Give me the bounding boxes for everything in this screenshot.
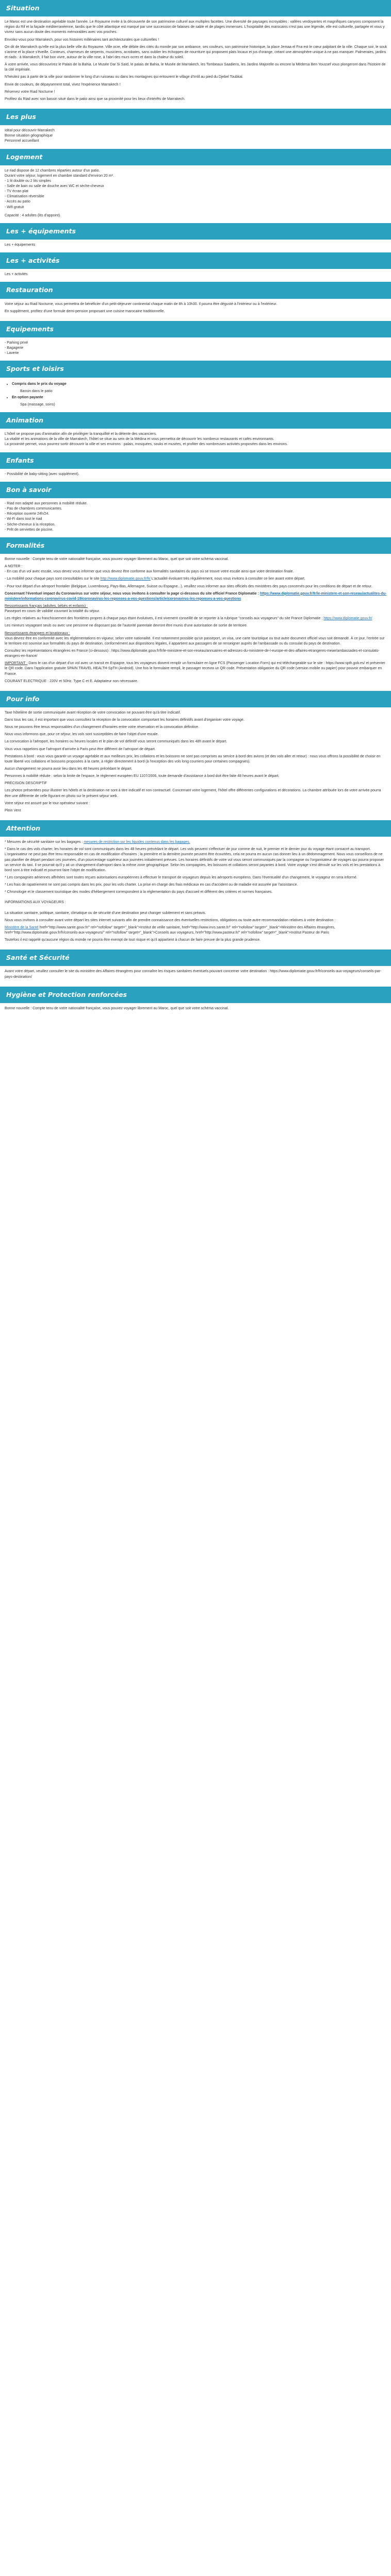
section-situation bbox=[0, 16, 391, 109]
label: IMPORTANT : bbox=[5, 662, 28, 666]
paragraph: Consultez les représentations étrangères en France (ci-dessous) : https://www.diplomatie.gouv.fr/fr/le-ministere-et-son-reseau/annuaires-et-adresses-du-ministere-de-l-europe-et-des-affaires-etrangeres-meae/ambassades-et-consulats-etrangers-en-france/ bbox=[5, 649, 380, 658]
list-item: Idéal pour découvrir Marrakech bbox=[5, 129, 55, 133]
section-enfants bbox=[0, 469, 391, 482]
section-header-bonasavoir: Bon à savoir bbox=[0, 482, 391, 498]
paragraph bbox=[5, 661, 388, 676]
text: - La mobilité pour chaque pays sont consultables sur le site bbox=[5, 577, 100, 581]
paragraph: Nous ne pouvons être tenus responsables d'un changement d'horaires entre votre réservation et la convocation définitive. bbox=[5, 725, 200, 730]
list-item: Bonne situation géographique bbox=[5, 134, 53, 138]
paragraph bbox=[5, 925, 388, 936]
list-item: - Salle de bain ou salle de douche avec WC et sèche-cheveux bbox=[5, 184, 104, 189]
text: * Mesures de sécurité sanitaire sur les bagages : bbox=[5, 840, 83, 844]
label: A NOTER : bbox=[5, 565, 23, 569]
list-item: • En option payante bbox=[12, 395, 388, 400]
diplomatie-link[interactable]: http://www.diplomatie.gouv.fr/fr/ bbox=[100, 577, 151, 581]
paragraph: Réservez votre Riad Nocturne ! bbox=[5, 90, 55, 94]
paragraph bbox=[5, 840, 388, 845]
list-item: - Parking privé bbox=[5, 341, 28, 345]
text: Dans le cas d'un départ d'un vol avec un transit en Espagne, tous les voyageurs doivent remplir un formulaire en ligne FCS (Passenger Location Form) qui est téléchargeable sur le site : https://www.spth.gob.es/ et présenter le QR code. Dans l'application gratuite SPAIN TRAVEL HEALTH-SpTH (Android). Une fois le formulaire rempli, le passager recevra un QR code. Présentation obligatoire du QR code (version mobile ou papier) pour pouvoir embarquer en France. bbox=[5, 662, 385, 676]
paragraph: La situation sanitaire, politique, sanitaire, climatique ou de sécurité d'une destination peut changer subitement et sans préavis. bbox=[5, 911, 206, 915]
subheading: Ressortissants français (adultes, bébés et enfants) : bbox=[5, 604, 88, 608]
paragraph bbox=[5, 616, 388, 621]
list-item: - Réception ouverte 24h/24. bbox=[5, 512, 50, 516]
subheading: INFORMATIONS AUX VOYAGEURS : bbox=[5, 901, 66, 905]
paragraph: PRÉCISION DESCRIPTIF bbox=[5, 782, 47, 786]
paragraph: Les photos présentées pour illustrer les hôtels et la destination ne sont à titre indicatif et non contractuel. Concernant votre logement, l'hôtel offre différentes configurations et décorations. La chambre attribuée lors de votre arrivée pourra être une différente de celle figurant en photo sur le présent séjour web. bbox=[5, 789, 381, 798]
paragraph: Vous vous rappelons que l'aéroport d'arrivée à Paris peut être différent de l'aéroport de départ. bbox=[5, 747, 156, 751]
paragraph: Envie de couleurs, de dépaysement total, vivez l'expérience Marrakech ! bbox=[5, 82, 121, 87]
section-sante bbox=[0, 966, 391, 986]
paragraph: Passeport en cours de validité couvrant la totalité du séjour. bbox=[5, 609, 100, 614]
list-item: - Wifi gratuit bbox=[5, 205, 24, 209]
paragraph: N'hésitez pas à partir de la ville pour randonner le long d'un ruisseau ou dans les montagnes qui entourent le village d'Imlil au pied du Djebel Toubkal. bbox=[5, 75, 243, 79]
section-header-plus: Les plus bbox=[0, 109, 391, 125]
list-item: - Pas de chambres communicantes. bbox=[5, 507, 62, 511]
list-item: - Bagagerie bbox=[5, 346, 24, 350]
diplomatie-home-link[interactable]: https://www.diplomatie.gouv.fr/ bbox=[323, 617, 372, 621]
list-item: - Accès au patio bbox=[5, 200, 30, 204]
paragraph bbox=[5, 591, 388, 602]
section-hygiene bbox=[0, 1003, 391, 1018]
list-item: Personnel accueillant bbox=[5, 139, 39, 143]
paragraph: En supplément, profitez d'une formule demi-pension proposant une cuisine marocaine traditionnelle. bbox=[5, 309, 165, 313]
list-item: Durant votre séjour, logement en chambre standard d'environ 20 m². bbox=[5, 174, 114, 178]
list-item: - Climatisation réversible bbox=[5, 195, 44, 199]
paragraph: - Pour tout départ d'un aéroport frontalier (Belgique, Luxembourg, Pays-Bas, Allemagne, Suisse ou Espagne...), veuillez vous informer aux sites officiels des ministères des pays concernés pour les conditions de départ et de retour. bbox=[5, 584, 372, 588]
list-item: - Riad non adapté aux personnes à mobilité réduite. bbox=[5, 502, 88, 505]
paragraph: L'hôtel se propose pas d'animation afin de privilégier la tranquillité et la détente des vacanciers. bbox=[5, 432, 157, 436]
paragraph: Plein Vent bbox=[5, 808, 21, 812]
paragraph: Le Maroc est une destination agréable toute l'année. Le Royaume invite à la découverte de son patrimoine culturel aux multiples facettes. Une diversité de paysages incroyables : vallées verdoyantes et magnifiques canyons composent la région du Rif et la façade méditerranéenne, tandis que le côté atlantique est marqué par une succession de falaises de sable et de plages immenses. L'hospitalité des marocains n'est pas une légende, elle est culturelle, partagée et vous y vivrez sans aucun doute des moments mémorables avec vos proches. bbox=[5, 20, 385, 35]
subheading: Ressortissants étrangers et binationaux : bbox=[5, 631, 70, 635]
section-pourinfo bbox=[0, 707, 391, 820]
paragraph: Nous vous invitons à consulter avant votre départ les sites internet suivants afin de prendre connaissance des éventuelles restrictions, obligations ou toute autre recommandation relatives à votre destination : bbox=[5, 918, 336, 922]
paragraph: * Les compagnies aériennes affrétées sont toutes reçues autorisations européennes à effectuer le transport de voyageurs depuis les aéroports européens. Dans l'éventualité d'un changement, le voyageur en sera informé. bbox=[5, 875, 357, 879]
section-sports bbox=[0, 378, 391, 413]
text: href="http://www.sante.gouv.fr/" rel="nofollow" target="_blank">Institut de veille sanitaire, href="http://www.invs.sante.fr/" rel="nofollow" target="_blank">Ministère des Affaires étrangères, href="http://www.diplomatie.gouv.fr/fr/conseils-aux-voyageurs/" rel="nofollow" target="_blank">Conseils aux voyageurs, href="http://www.pasteur.fr/" rel="nofollow" target="_blank">Institut Pasteur de Paris bbox=[5, 925, 335, 935]
covid-link[interactable]: https://www.diplomatie.gouv.fr/fr/le-ministere-et-son-reseau/actualites-du-ministere/informations-coronavirus-covid-19/coronavirus-les-reponses-a-vos-questions/article/coronavirus-les-reponses-a-vos-questions bbox=[5, 591, 387, 601]
section-header-enfants: Enfants bbox=[0, 452, 391, 469]
section-header-equipements: Equipements bbox=[0, 321, 391, 337]
paragraph: La proximité permet, vous pourrez sortir découvrir la ville et ses environs : palais, mosquées, souks et musées, et profiter des nombreuses activités proposées dans les environs. bbox=[5, 443, 288, 447]
paragraph: Bonne nouvelle : Compte tenu de votre nationalité française, vous pouvez voyager librement au Maroc, quel que soit votre schéma vaccinal. bbox=[5, 1006, 229, 1010]
paragraph: * Dans le cas des vols charter, les horaires de vol sont communiqués dans les 48 heures précédant le départ. Les vols peuvent s'effectuer de jour comme de nuit, le premier et le dernier jour du voyage étant consacré au transport. L'organisateur ne peut pas être tenu responsable en cas de modification d'horaires ; la première et la dernière journée peuvent être écourtées, cela ne pourra en aucun cas donner lieu à un dédommagement. Nous vous conseillons de ne pas planifier de départ pendant ces journées, d'un pourcentage supérieur aux journées initialement prévues. Les horaires définitifs de votre vol vous seront communiqués par la compagnie ou l'organisateur de voyages qui pourra proposer un service du taxi. Il se pourrait qu'il y ait un changement d'aéroport dans la même zone géographique. Selon les compagnies, les boissons et collations seront payantes à bord. Votre voyage s'est déroulé sur les vols et les prestations à bord sont à titre indicatif et pourront faire l'objet de modification. bbox=[5, 848, 384, 872]
section-equipements bbox=[0, 337, 391, 361]
paragraph: Bonne nouvelle : Compte tenu de votre nationalité française, vous pouvez voyager librement au Maroc, quel que soit votre schéma vaccinal. bbox=[5, 557, 229, 561]
list-item: Capacité : 4 adultes (lits d'appoint). bbox=[5, 213, 61, 217]
section-formalites bbox=[0, 554, 391, 691]
paragraph: Les mineurs voyageant seuls ou avec une personne ne disposant pas de l'autorité parentale devront être munis d'une autorisation de sortie de territoire. bbox=[5, 624, 248, 628]
liquides-link[interactable]: mesures de restriction sur les liquides contenus dans les bagages. bbox=[84, 840, 190, 844]
section-activites bbox=[0, 269, 391, 282]
section-header-restauration: Restauration bbox=[0, 282, 391, 298]
paragraph: * Les frais de rapatriement ne sont pas compris dans les prix, pour les vols charter. La prise en charge des frais médicaux en cas d'accident ou de maladie est assurée par l'assistance. bbox=[5, 883, 298, 887]
paragraph: Profitez du Riad avec son bassin situé dans le patio ainsi que sa proximité pour les lieux d'intérêts de Marrakech. bbox=[5, 97, 185, 101]
list-item: Spa (massage, soins) bbox=[20, 402, 55, 406]
paragraph: Nous vous informons que, pour ce séjour, les vols sont susceptibles de faire l'objet d'une escale. bbox=[5, 733, 159, 737]
section-equip bbox=[0, 240, 391, 252]
list-item: - 1 lit double ou 2 lits simples bbox=[5, 179, 51, 183]
list-item: - Sèche-cheveux à la réception. bbox=[5, 522, 56, 527]
section-header-pourinfo: Pour info bbox=[0, 691, 391, 707]
paragraph bbox=[5, 577, 388, 582]
list-item: Bassin dans le patio bbox=[20, 389, 53, 393]
list-item: • Compris dans le prix du voyage bbox=[12, 382, 388, 387]
paragraph: * Chronologie et le classement touristique des modes d'hébergement correspondent à la réglementation du pays d'accueil et différent des critères et normes françaises. bbox=[5, 890, 273, 894]
paragraph: Personnes à mobilité réduite : selon la limite de l'espace, le règlement européen EU 1107/2006, toute demande d'assistance à bord doit être faite 48 heures avant le départ. bbox=[5, 774, 280, 778]
paragraph: Votre séjour au Riad Nocturne, vous permettra de bénéficier d'un petit-déjeuner continental chaque matin de 8h à 10h30. Il pourra être dégusté à l'intérieur ou à l'extérieur. bbox=[5, 302, 278, 306]
paragraph: Aucun changement ne pourra avoir lieu dans les 48 heures précédant le départ. bbox=[5, 767, 133, 771]
section-header-logement: Logement bbox=[0, 149, 391, 165]
paragraph: La vitalité et les animations de la ville de Marrakech, l'hôtel se situe au sein de la Médina et vous permettra de découvrir les nombreux restaurants et cafés environnants. bbox=[5, 437, 274, 442]
section-bonasavoir bbox=[0, 498, 391, 537]
paragraph: On dit de Marrakech qu'elle est la plus belle ville du Royaume. Ville ocre, elle débite des cités du monde par son ambiance, ses couleurs, son patrimoine historique, la place Jemaa el Fna est le cœur palpitant de la ville. Chaque soir, le souk s'anime et la place s'éveille. Conteurs, charmeurs de serpents, musiciens, acrobates, sans oublier les échoppes de nourriture qui proposent plats locaux et jus d'orange, créant une atmosphère unique à ne pas manquer. Palmeraies, jardins et riads : à Marrakech, il fait bon vivre, autour de la ville rose, à l'abri des murs ocres et dans la chaleur du soleil. bbox=[5, 45, 387, 59]
paragraph: Toutefois il est rappelé qu'aucune région du monde ne pourra être exempt de tout risque et qu'il appartient à chacun de faire preuve de la plus grande prudence. bbox=[5, 938, 261, 942]
list-item: - Wi-Fi dans tout le riad bbox=[5, 517, 42, 521]
list-item: - TV écran plat bbox=[5, 190, 28, 194]
text: L'actualité évoluant très régulièrement, nous vous invitons à consulter ce lien avant votre départ. bbox=[151, 577, 305, 581]
section-header-animation: Animation bbox=[0, 412, 391, 429]
section-logement bbox=[0, 165, 391, 223]
section-header-formalites: Formalités bbox=[0, 537, 391, 554]
section-animation bbox=[0, 429, 391, 452]
list-item: Le riad dispose de 12 chambres réparties autour d'un patio. bbox=[5, 168, 100, 173]
text: Concernant l'éventuel impact du Coronavirus sur votre séjour, nous vous invitons à consulter la page ci-dessous du site officiel France Diplomatie : bbox=[5, 591, 259, 596]
paragraph: Prestations à bord : vous vous garantir un voyage agréable et aux meilleurs prix, les collations et les boissons ne sont pas comprises au service à bord des avions (et des vols aller et retour) : nous vous offrons la possibilité de choisir en toute liberté vos collations et boissons proposées à la carte, à régler directement à bord (à l'exception des vols long courriers pour certaines compagnies). bbox=[5, 754, 381, 764]
section-attention bbox=[0, 837, 391, 950]
text: Les + activités bbox=[5, 273, 28, 277]
list-item: - Laverie bbox=[5, 351, 19, 355]
paragraph: Avant votre départ, veuillez consulter le site du ministère des Affaires étrangères pour connaître les risques sanitaires éventuels pouvant concerner votre destination : https://www.diplomatie.gouv.fr/fr/conseils-aux-voyageurs/conseils-par-pays-destination/ bbox=[5, 970, 382, 979]
page bbox=[0, 0, 391, 1018]
paragraph: À votre arrivée, vous découvrirez le Palais de la Bahia. Le Musée Dar Si Saïd, le palais de Bahia, le Musée de Marrakech, les Tombeaux Saadiens, les Jardins Majorelle ou encore la Médersa Ben Youssef vous plongeront dans l'histoire de la cité impériale. bbox=[5, 63, 386, 72]
section-header-situation: Situation bbox=[0, 0, 391, 16]
text: Les règles relatives au franchissement des frontières propres à chaque pays étant évolutives, il est vivement conseillé de se reporter à la rubrique "conseils aux voyageurs" du site France Diplomatie : bbox=[5, 617, 323, 621]
paragraph: La convocation à l'aéroport, les horaires ou heures locales et le plan de vol définitif vous seront communiqués dans les 48h avant le départ. bbox=[5, 740, 227, 744]
paragraph: COURANT ELECTRIQUE : 220V et 50Hz. Type C et E. Adaptateur non nécessaire. bbox=[5, 679, 138, 683]
section-restauration bbox=[0, 299, 391, 321]
section-plus bbox=[0, 125, 391, 148]
paragraph: Votre séjour est assuré par le tour opérateur suivant : bbox=[5, 801, 90, 805]
text: - Possibilité de baby-sitting (avec supplément). bbox=[5, 472, 79, 476]
section-header-activites: Les + activités bbox=[0, 252, 391, 269]
section-header-sante: Santé et Sécurité bbox=[0, 950, 391, 966]
section-header-equip: Les + équipements bbox=[0, 223, 391, 240]
section-header-sports: Sports et loisirs bbox=[0, 361, 391, 377]
paragraph: Vous devrez être en conformité avec les réglementations en vigueur, selon votre nationalité. Il est notamment possible qu'un passeport, un visa, une carte touristique ou tout autre document officiel vous soit demandé. À ce jour, l'entrée sur le territoire est soumise aux formalités du pays de destination, conformément aux dispositions légales, il appartient aux passagers de se renseigner auprès de l'ambassade ou du consulat du pays de destination. bbox=[5, 636, 385, 646]
paragraph: Taxe hôtelière de sortie communiquée avant réception de votre convocation ne pouvant être qu'à titre indicatif. bbox=[5, 710, 181, 715]
sante-link[interactable]: Ministère de la Santé bbox=[5, 925, 39, 929]
text: Les + équipements bbox=[5, 243, 36, 247]
section-header-attention: Attention bbox=[0, 820, 391, 837]
paragraph: - En cas d'un vol avec escale, vous devez vous informer que vous devrez être conforme aux formalités sanitaires du pays où se trouve votre escale ainsi que votre destination finale. bbox=[5, 570, 294, 574]
section-header-hygiene: Hygiène et Protection renforcées bbox=[0, 987, 391, 1003]
list-item: - Prêt de serviettes de piscine. bbox=[5, 528, 54, 532]
paragraph: Envolez-vous pour Marrakech, pour vos histoires millénaires tant architecturales que culturelles ! bbox=[5, 38, 159, 42]
paragraph: Dans tous les cas, il est important que vous consultiez la réception de la convocation comportant les horaires définitifs avant d'organiser votre voyage. bbox=[5, 718, 245, 722]
